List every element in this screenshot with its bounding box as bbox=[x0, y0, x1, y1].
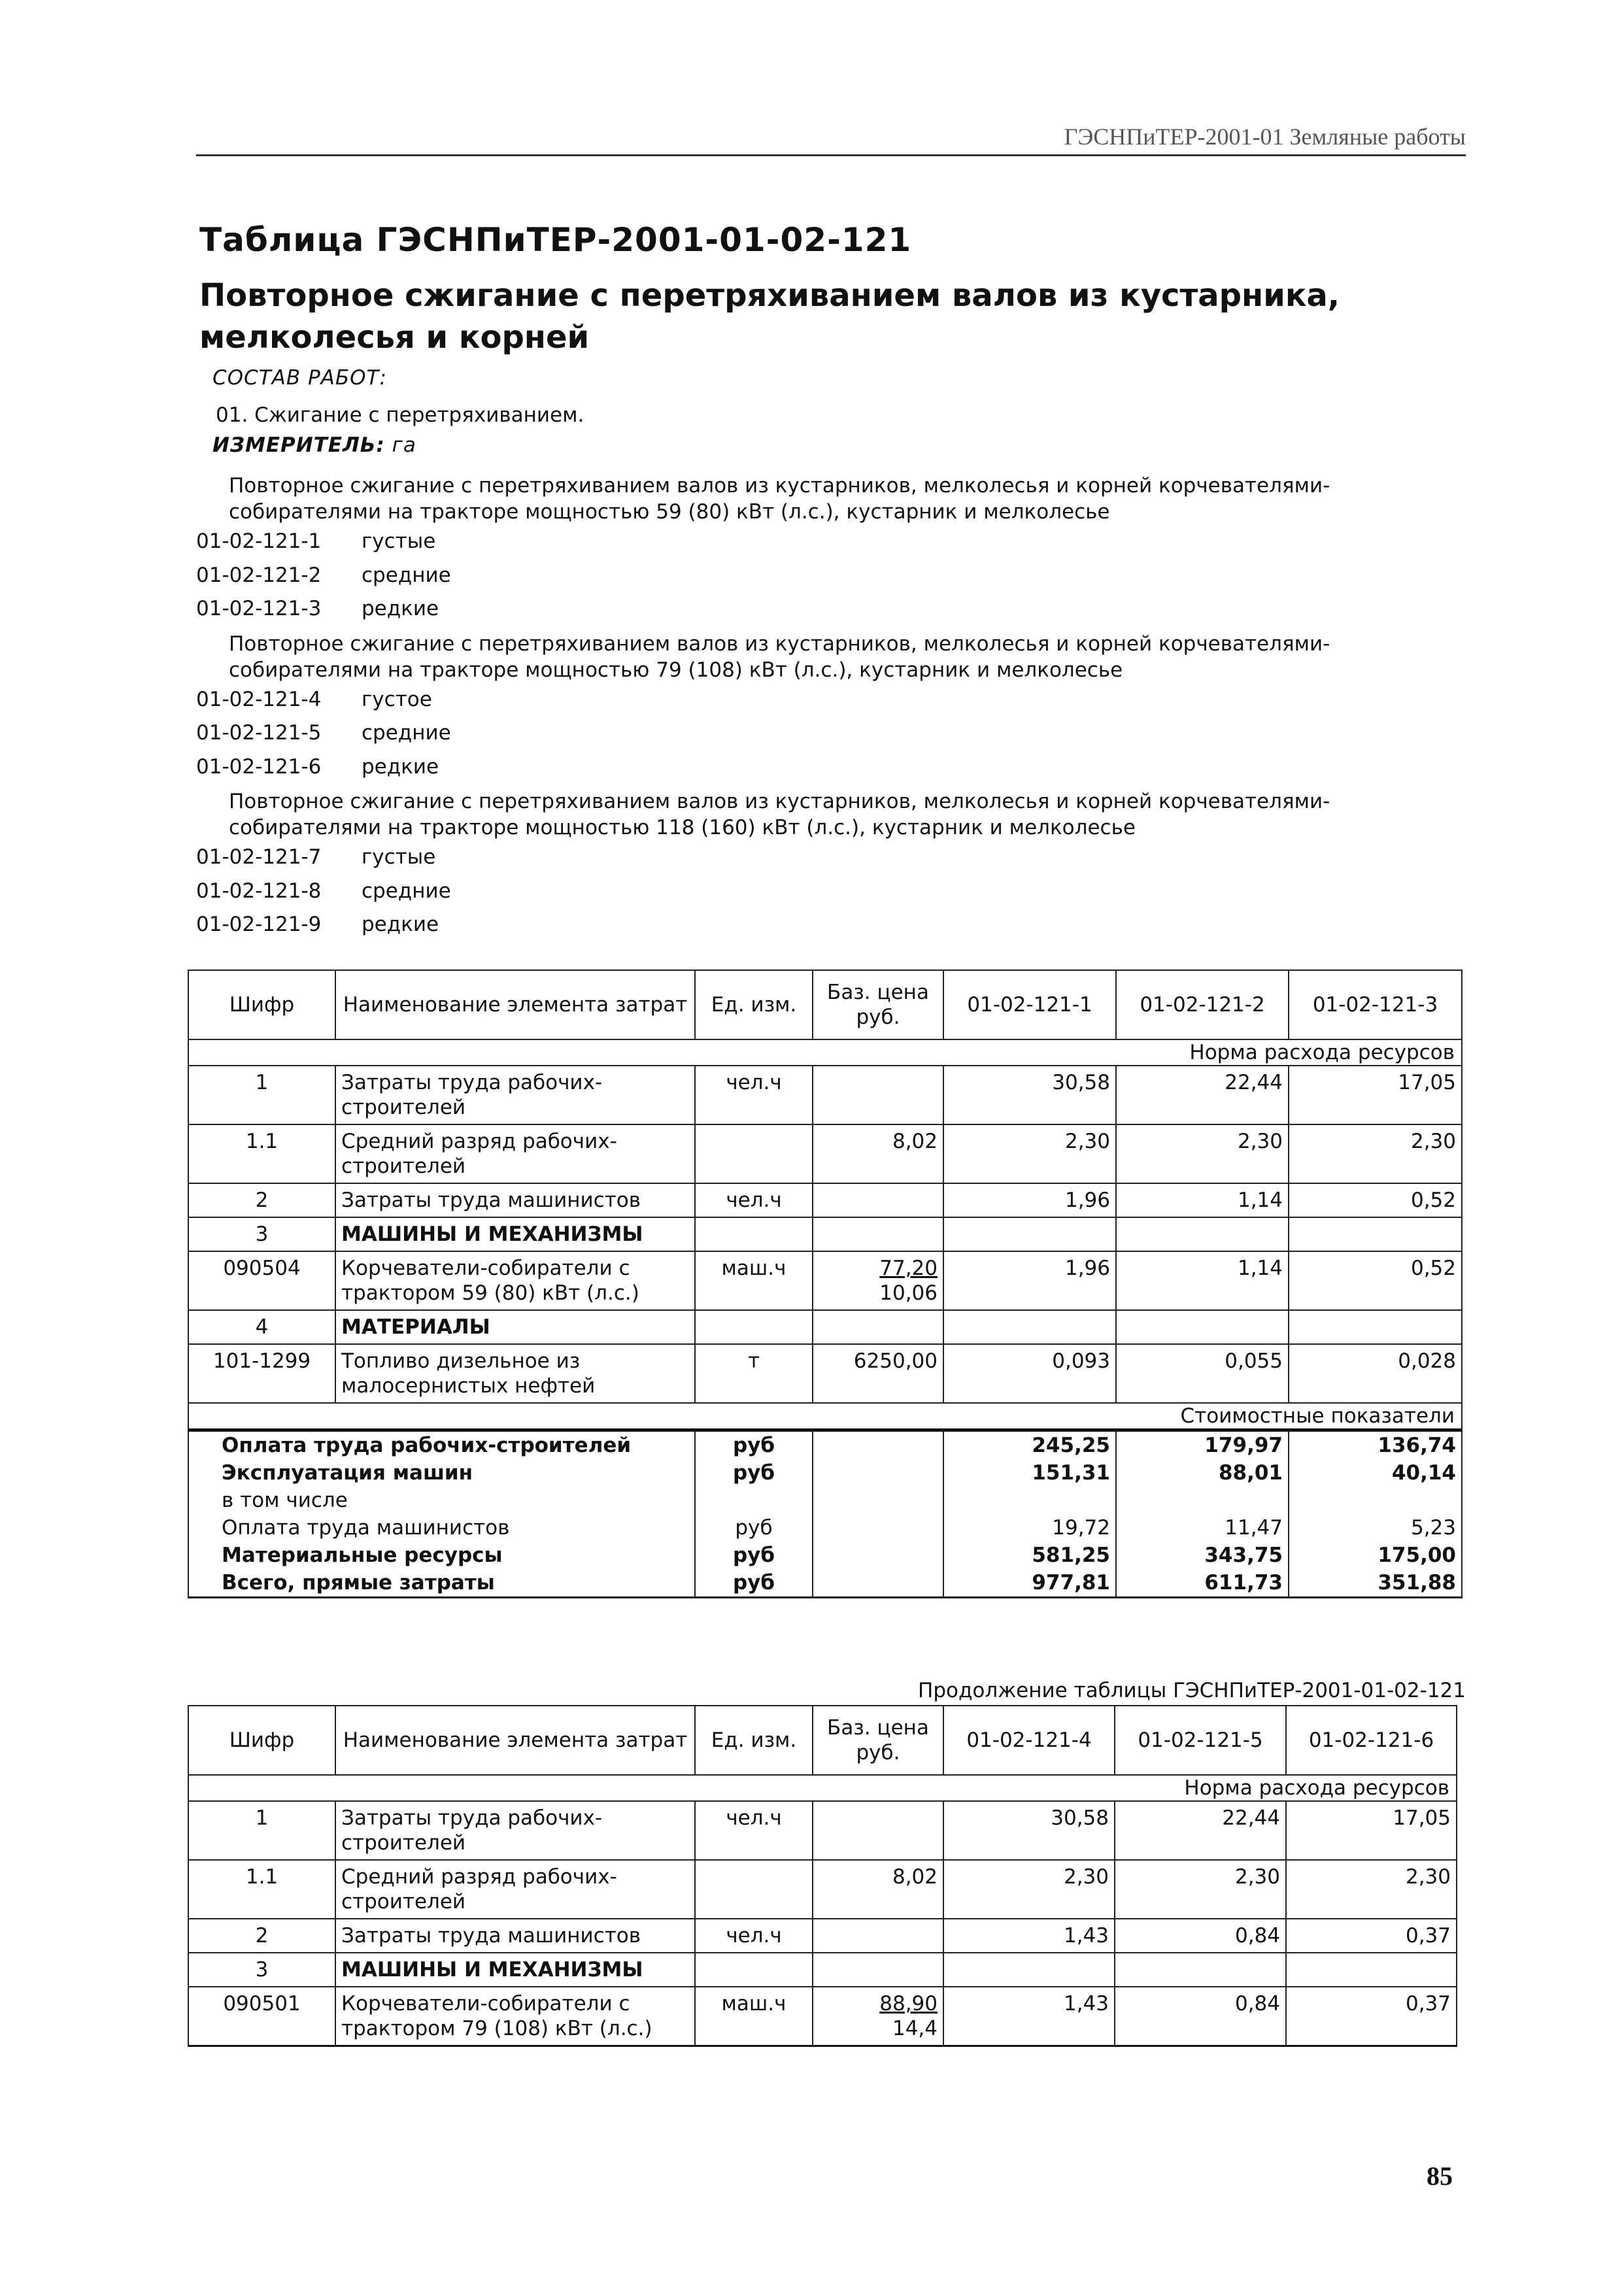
table-row bbox=[188, 1801, 1457, 1860]
composition-item: 01. Сжигание с перетряхиванием. bbox=[216, 403, 584, 427]
table-row bbox=[188, 1217, 1462, 1251]
table-row bbox=[188, 1919, 1457, 1953]
item-code: 01-02-121-7 bbox=[196, 845, 322, 869]
summary-value: 88,01 bbox=[1116, 1459, 1289, 1487]
cell-name: Затраты труда рабочих-строителей bbox=[335, 1066, 695, 1124]
cell-price: 8,02 bbox=[813, 1124, 943, 1183]
cell-value: 1,43 bbox=[943, 1919, 1115, 1953]
item-code: 01-02-121-4 bbox=[196, 688, 322, 711]
cell-price bbox=[813, 1183, 943, 1217]
section-row bbox=[188, 1403, 1462, 1430]
col-header-unit: Ед. изм. bbox=[695, 970, 813, 1039]
cell-value: 22,44 bbox=[1115, 1801, 1286, 1860]
resource-table-1 bbox=[188, 970, 1463, 1598]
col-header-item: 01-02-121-6 bbox=[1286, 1706, 1457, 1775]
summary-value: 351,88 bbox=[1289, 1569, 1462, 1598]
table-header-row bbox=[188, 970, 1462, 1039]
cell-price: 6250,00 bbox=[813, 1344, 943, 1403]
cell-code: 2 bbox=[188, 1183, 335, 1217]
summary-unit: руб bbox=[695, 1430, 813, 1460]
col-header-code: Шифр bbox=[188, 970, 335, 1039]
section-row bbox=[188, 1039, 1462, 1066]
col-header-item: 01-02-121-3 bbox=[1289, 970, 1462, 1039]
cell-value: 0,37 bbox=[1286, 1919, 1457, 1953]
summary-value: 19,72 bbox=[943, 1514, 1116, 1542]
table-row bbox=[188, 1251, 1462, 1310]
table-row bbox=[188, 1066, 1462, 1124]
cell-price bbox=[813, 1919, 943, 1953]
table-row bbox=[188, 1124, 1462, 1183]
cell-value: 1,14 bbox=[1116, 1251, 1289, 1310]
cell-code: 090501 bbox=[188, 1987, 335, 2046]
item-code: 01-02-121-5 bbox=[196, 721, 322, 745]
cost-label: Стоимостные показатели bbox=[188, 1403, 1462, 1430]
item-code: 01-02-121-8 bbox=[196, 879, 322, 903]
cell-price bbox=[813, 1987, 943, 2046]
summary-value: 611,73 bbox=[1116, 1569, 1289, 1598]
item-title: средние bbox=[362, 879, 451, 903]
item-title: густые bbox=[362, 845, 436, 869]
cell-value: 30,58 bbox=[943, 1801, 1115, 1860]
cell-value: 0,84 bbox=[1115, 1987, 1286, 2046]
item-code: 01-02-121-1 bbox=[196, 530, 322, 553]
summary-row bbox=[188, 1459, 1462, 1487]
summary-value: 11,47 bbox=[1116, 1514, 1289, 1542]
summary-unit: руб bbox=[695, 1569, 813, 1598]
cell-value: 2,30 bbox=[1286, 1860, 1457, 1919]
cell-code: 1 bbox=[188, 1801, 335, 1860]
cell-code: 2 bbox=[188, 1919, 335, 1953]
col-header-name: Наименование элемента затрат bbox=[335, 970, 695, 1039]
cell-unit: чел.ч bbox=[695, 1919, 813, 1953]
meter-label: ИЗМЕРИТЕЛЬ: bbox=[212, 433, 385, 457]
cell-price: 8,02 bbox=[813, 1860, 943, 1919]
summary-unit: руб bbox=[695, 1514, 813, 1542]
item-code: 01-02-121-9 bbox=[196, 913, 322, 936]
table-row bbox=[188, 1953, 1457, 1987]
page-number: 85 bbox=[1427, 2161, 1453, 2191]
summary-name: Материальные ресурсы bbox=[188, 1542, 695, 1569]
cell-price bbox=[813, 1801, 943, 1860]
table-row bbox=[188, 1310, 1462, 1344]
cell-name: Затраты труда рабочих-строителей bbox=[335, 1801, 695, 1860]
col-header-code: Шифр bbox=[188, 1706, 335, 1775]
cell-name: Затраты труда машинистов bbox=[335, 1919, 695, 1953]
cell-value: 17,05 bbox=[1289, 1066, 1462, 1124]
cell-price bbox=[813, 1066, 943, 1124]
cell-code: 3 bbox=[188, 1217, 335, 1251]
cell-value: 30,58 bbox=[943, 1066, 1116, 1124]
summary-name: Оплата труда рабочих-строителей bbox=[188, 1430, 695, 1460]
item-code: 01-02-121-6 bbox=[196, 755, 322, 779]
meter-value: га bbox=[392, 433, 416, 457]
cell-unit bbox=[695, 1124, 813, 1183]
norm-label: Норма расхода ресурсов bbox=[188, 1039, 1462, 1066]
cell-value: 1,14 bbox=[1116, 1183, 1289, 1217]
table-row bbox=[188, 1183, 1462, 1217]
item-title: густые bbox=[362, 530, 436, 553]
cell-value: 1,96 bbox=[943, 1251, 1116, 1310]
summary-row bbox=[188, 1569, 1462, 1598]
group-intro: Повторное сжигание с перетряхиванием валов из кустарников, мелколесья и корней корчевателями-собирателями на тракторе мощностью 79 (108) кВт (л.с.), кустарник и мелколесье bbox=[229, 632, 1330, 682]
summary-value: 179,97 bbox=[1116, 1430, 1289, 1460]
cell-value: 0,52 bbox=[1289, 1183, 1462, 1217]
col-header-price: Баз. цена руб. bbox=[813, 970, 943, 1039]
item-title: редкие bbox=[362, 597, 439, 620]
cell-name: Корчеватели-собиратели с трактором 59 (80) кВт (л.с.) bbox=[335, 1251, 695, 1310]
cell-value: 0,093 bbox=[943, 1344, 1116, 1403]
cell-code: 4 bbox=[188, 1310, 335, 1344]
cell-value: 2,30 bbox=[1116, 1124, 1289, 1183]
table-row bbox=[188, 1344, 1462, 1403]
cell-code: 101-1299 bbox=[188, 1344, 335, 1403]
cell-code: 090504 bbox=[188, 1251, 335, 1310]
summary-value: 5,23 bbox=[1289, 1514, 1462, 1542]
cell-value: 0,055 bbox=[1116, 1344, 1289, 1403]
price-wage-value: 10,06 bbox=[879, 1281, 938, 1305]
cell-code: 1 bbox=[188, 1066, 335, 1124]
cell-name: Средний разряд рабочих-строителей bbox=[335, 1860, 695, 1919]
cell-name: Средний разряд рабочих-строителей bbox=[335, 1124, 695, 1183]
table-row bbox=[188, 1860, 1457, 1919]
running-head: ГЭСНПиТЕР-2001-01 Земляные работы bbox=[196, 123, 1466, 156]
group-intro: Повторное сжигание с перетряхиванием валов из кустарников, мелколесья и корней корчевателями-собирателями на тракторе мощностью 59 (80) кВт (л.с.), кустарник и мелколесье bbox=[229, 474, 1330, 524]
cell-value: 0,37 bbox=[1286, 1987, 1457, 2046]
summary-row bbox=[188, 1514, 1462, 1542]
meter-line bbox=[212, 433, 416, 457]
col-header-item: 01-02-121-1 bbox=[943, 970, 1116, 1039]
price-value: 77,20 bbox=[879, 1257, 938, 1280]
col-header-unit: Ед. изм. bbox=[695, 1706, 813, 1775]
table-title: Таблица ГЭСНПиТЕР-2001-01-02-121 bbox=[199, 221, 912, 259]
cell-code: 1.1 bbox=[188, 1124, 335, 1183]
cell-unit: т bbox=[695, 1344, 813, 1403]
cell-name: Топливо дизельное из малосернистых нефтей bbox=[335, 1344, 695, 1403]
item-title: средние bbox=[362, 721, 451, 745]
continuation-label: Продолжение таблицы ГЭСНПиТЕР-2001-01-02-121 bbox=[918, 1679, 1466, 1702]
item-code: 01-02-121-3 bbox=[196, 597, 322, 620]
cell-name: Затраты труда машинистов bbox=[335, 1183, 695, 1217]
table-row bbox=[188, 1987, 1457, 2046]
cell-value: 22,44 bbox=[1116, 1066, 1289, 1124]
cell-value: 2,30 bbox=[1115, 1860, 1286, 1919]
cell-price bbox=[813, 1251, 943, 1310]
col-header-price: Баз. цена руб. bbox=[813, 1706, 943, 1775]
summary-name: Эксплуатация машин bbox=[188, 1459, 695, 1487]
cell-value: 0,52 bbox=[1289, 1251, 1462, 1310]
cell-unit: чел.ч bbox=[695, 1066, 813, 1124]
summary-value: 136,74 bbox=[1289, 1430, 1462, 1460]
item-title: редкие bbox=[362, 755, 439, 779]
summary-value: 245,25 bbox=[943, 1430, 1116, 1460]
cell-unit: маш.ч bbox=[695, 1251, 813, 1310]
cell-unit bbox=[695, 1860, 813, 1919]
item-title: средние bbox=[362, 564, 451, 587]
composition-label: СОСТАВ РАБОТ: bbox=[212, 366, 387, 390]
summary-value: 977,81 bbox=[943, 1569, 1116, 1598]
cell-section-name: МАШИНЫ И МЕХАНИЗМЫ bbox=[335, 1953, 695, 1987]
summary-name: Оплата труда машинистов bbox=[188, 1514, 695, 1542]
cell-value: 2,30 bbox=[1289, 1124, 1462, 1183]
cell-unit: чел.ч bbox=[695, 1183, 813, 1217]
summary-value: 151,31 bbox=[943, 1459, 1116, 1487]
resource-table-2 bbox=[188, 1705, 1457, 2047]
col-header-item: 01-02-121-2 bbox=[1116, 970, 1289, 1039]
price-wage-value: 14,4 bbox=[892, 2017, 938, 2040]
cell-value: 1,96 bbox=[943, 1183, 1116, 1217]
summary-unit: руб bbox=[695, 1542, 813, 1569]
group-intro: Повторное сжигание с перетряхиванием валов из кустарников, мелколесья и корней корчевателями-собирателями на тракторе мощностью 118 (160) кВт (л.с.), кустарник и мелколесье bbox=[229, 790, 1330, 839]
cell-unit: чел.ч bbox=[695, 1801, 813, 1860]
cell-value: 17,05 bbox=[1286, 1801, 1457, 1860]
summary-row bbox=[188, 1430, 1462, 1460]
col-header-name: Наименование элемента затрат bbox=[335, 1706, 695, 1775]
cell-code: 3 bbox=[188, 1953, 335, 1987]
summary-value: 343,75 bbox=[1116, 1542, 1289, 1569]
summary-value: 581,25 bbox=[943, 1542, 1116, 1569]
item-title: густое bbox=[362, 688, 432, 711]
summary-unit: руб bbox=[695, 1459, 813, 1487]
item-title: редкие bbox=[362, 913, 439, 936]
summary-row bbox=[188, 1487, 1462, 1514]
table-subtitle: Повторное сжигание с перетряхиванием валов из кустарника, мелколесья и корней bbox=[199, 277, 1340, 356]
summary-name: в том числе bbox=[188, 1487, 695, 1514]
cell-section-name: МАТЕРИАЛЫ bbox=[335, 1310, 695, 1344]
norm-label: Норма расхода ресурсов bbox=[188, 1775, 1457, 1801]
col-header-item: 01-02-121-5 bbox=[1115, 1706, 1286, 1775]
cell-name: Корчеватели-собиратели с трактором 79 (108) кВт (л.с.) bbox=[335, 1987, 695, 2046]
table-header-row bbox=[188, 1706, 1457, 1775]
cell-unit: маш.ч bbox=[695, 1987, 813, 2046]
cell-section-name: МАШИНЫ И МЕХАНИЗМЫ bbox=[335, 1217, 695, 1251]
cell-value: 2,30 bbox=[943, 1124, 1116, 1183]
summary-name: Всего, прямые затраты bbox=[188, 1569, 695, 1598]
cell-value: 1,43 bbox=[943, 1987, 1115, 2046]
summary-row bbox=[188, 1542, 1462, 1569]
col-header-item: 01-02-121-4 bbox=[943, 1706, 1115, 1775]
section-row bbox=[188, 1775, 1457, 1801]
price-value: 88,90 bbox=[879, 1992, 938, 2016]
item-code: 01-02-121-2 bbox=[196, 564, 322, 587]
cell-code: 1.1 bbox=[188, 1860, 335, 1919]
summary-value: 40,14 bbox=[1289, 1459, 1462, 1487]
summary-value: 175,00 bbox=[1289, 1542, 1462, 1569]
cell-value: 2,30 bbox=[943, 1860, 1115, 1919]
cell-value: 0,028 bbox=[1289, 1344, 1462, 1403]
cell-value: 0,84 bbox=[1115, 1919, 1286, 1953]
